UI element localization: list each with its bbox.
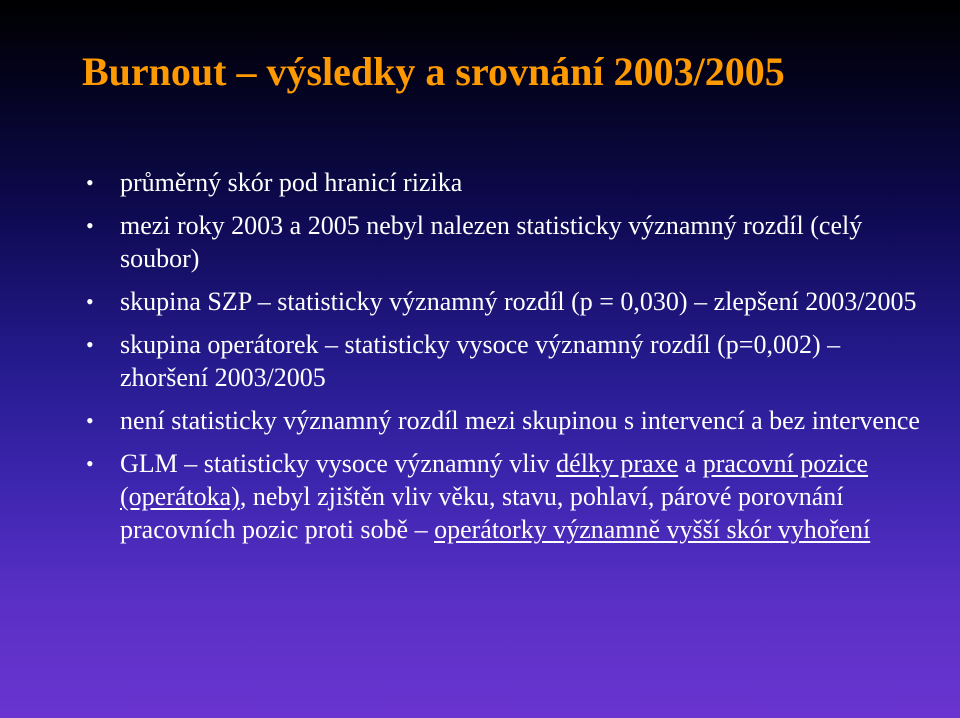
underlined-segment-praxe: délky praxe [556,449,679,478]
bullet-icon: • [86,408,94,433]
bullet-segment: a [678,449,703,478]
bullet-text-glm [120,449,870,544]
bullet-icon: • [86,289,94,314]
bullet-list [86,166,926,556]
underlined-segment-pozice: pracovní pozice (operátoka) [120,449,869,511]
bullet-item [86,328,926,394]
bullet-item [86,166,926,199]
bullet-item [86,209,926,275]
bullet-text: skupina operátorek – statisticky vysoce významný rozdíl (p=0,002) – zhoršení 2003/2005 [120,330,841,392]
bullet-icon: • [86,170,94,195]
bullet-icon: • [86,451,94,476]
bullet-icon: • [86,213,94,238]
underlined-segment-operatorky: operátorky významně vyšší skór vyhoření [434,515,871,544]
bullet-segment: GLM – statisticky vysoce významný vliv [120,449,557,478]
bullet-text: skupina SZP – statisticky významný rozdíl (p = 0,030) – zlepšení 2003/2005 [120,287,917,316]
bullet-item [86,404,926,437]
bullet-text: mezi roky 2003 a 2005 nebyl nalezen statisticky významný rozdíl (celý soubor) [120,211,863,273]
bullet-text: průměrný skór pod hranicí rizika [120,168,463,197]
bullet-item [86,285,926,318]
bullet-item [86,447,926,546]
bullet-icon: • [86,332,94,357]
bullet-text: není statisticky významný rozdíl mezi skupinou s intervencí a bez intervence [120,406,920,435]
slide-title: Burnout – výsledky a srovnání 2003/2005 [82,49,785,94]
bullet-segment: , nebyl zjištěn vliv věku, stavu, pohlaví, párové porovnání pracovních pozic proti sobě – [120,482,844,544]
